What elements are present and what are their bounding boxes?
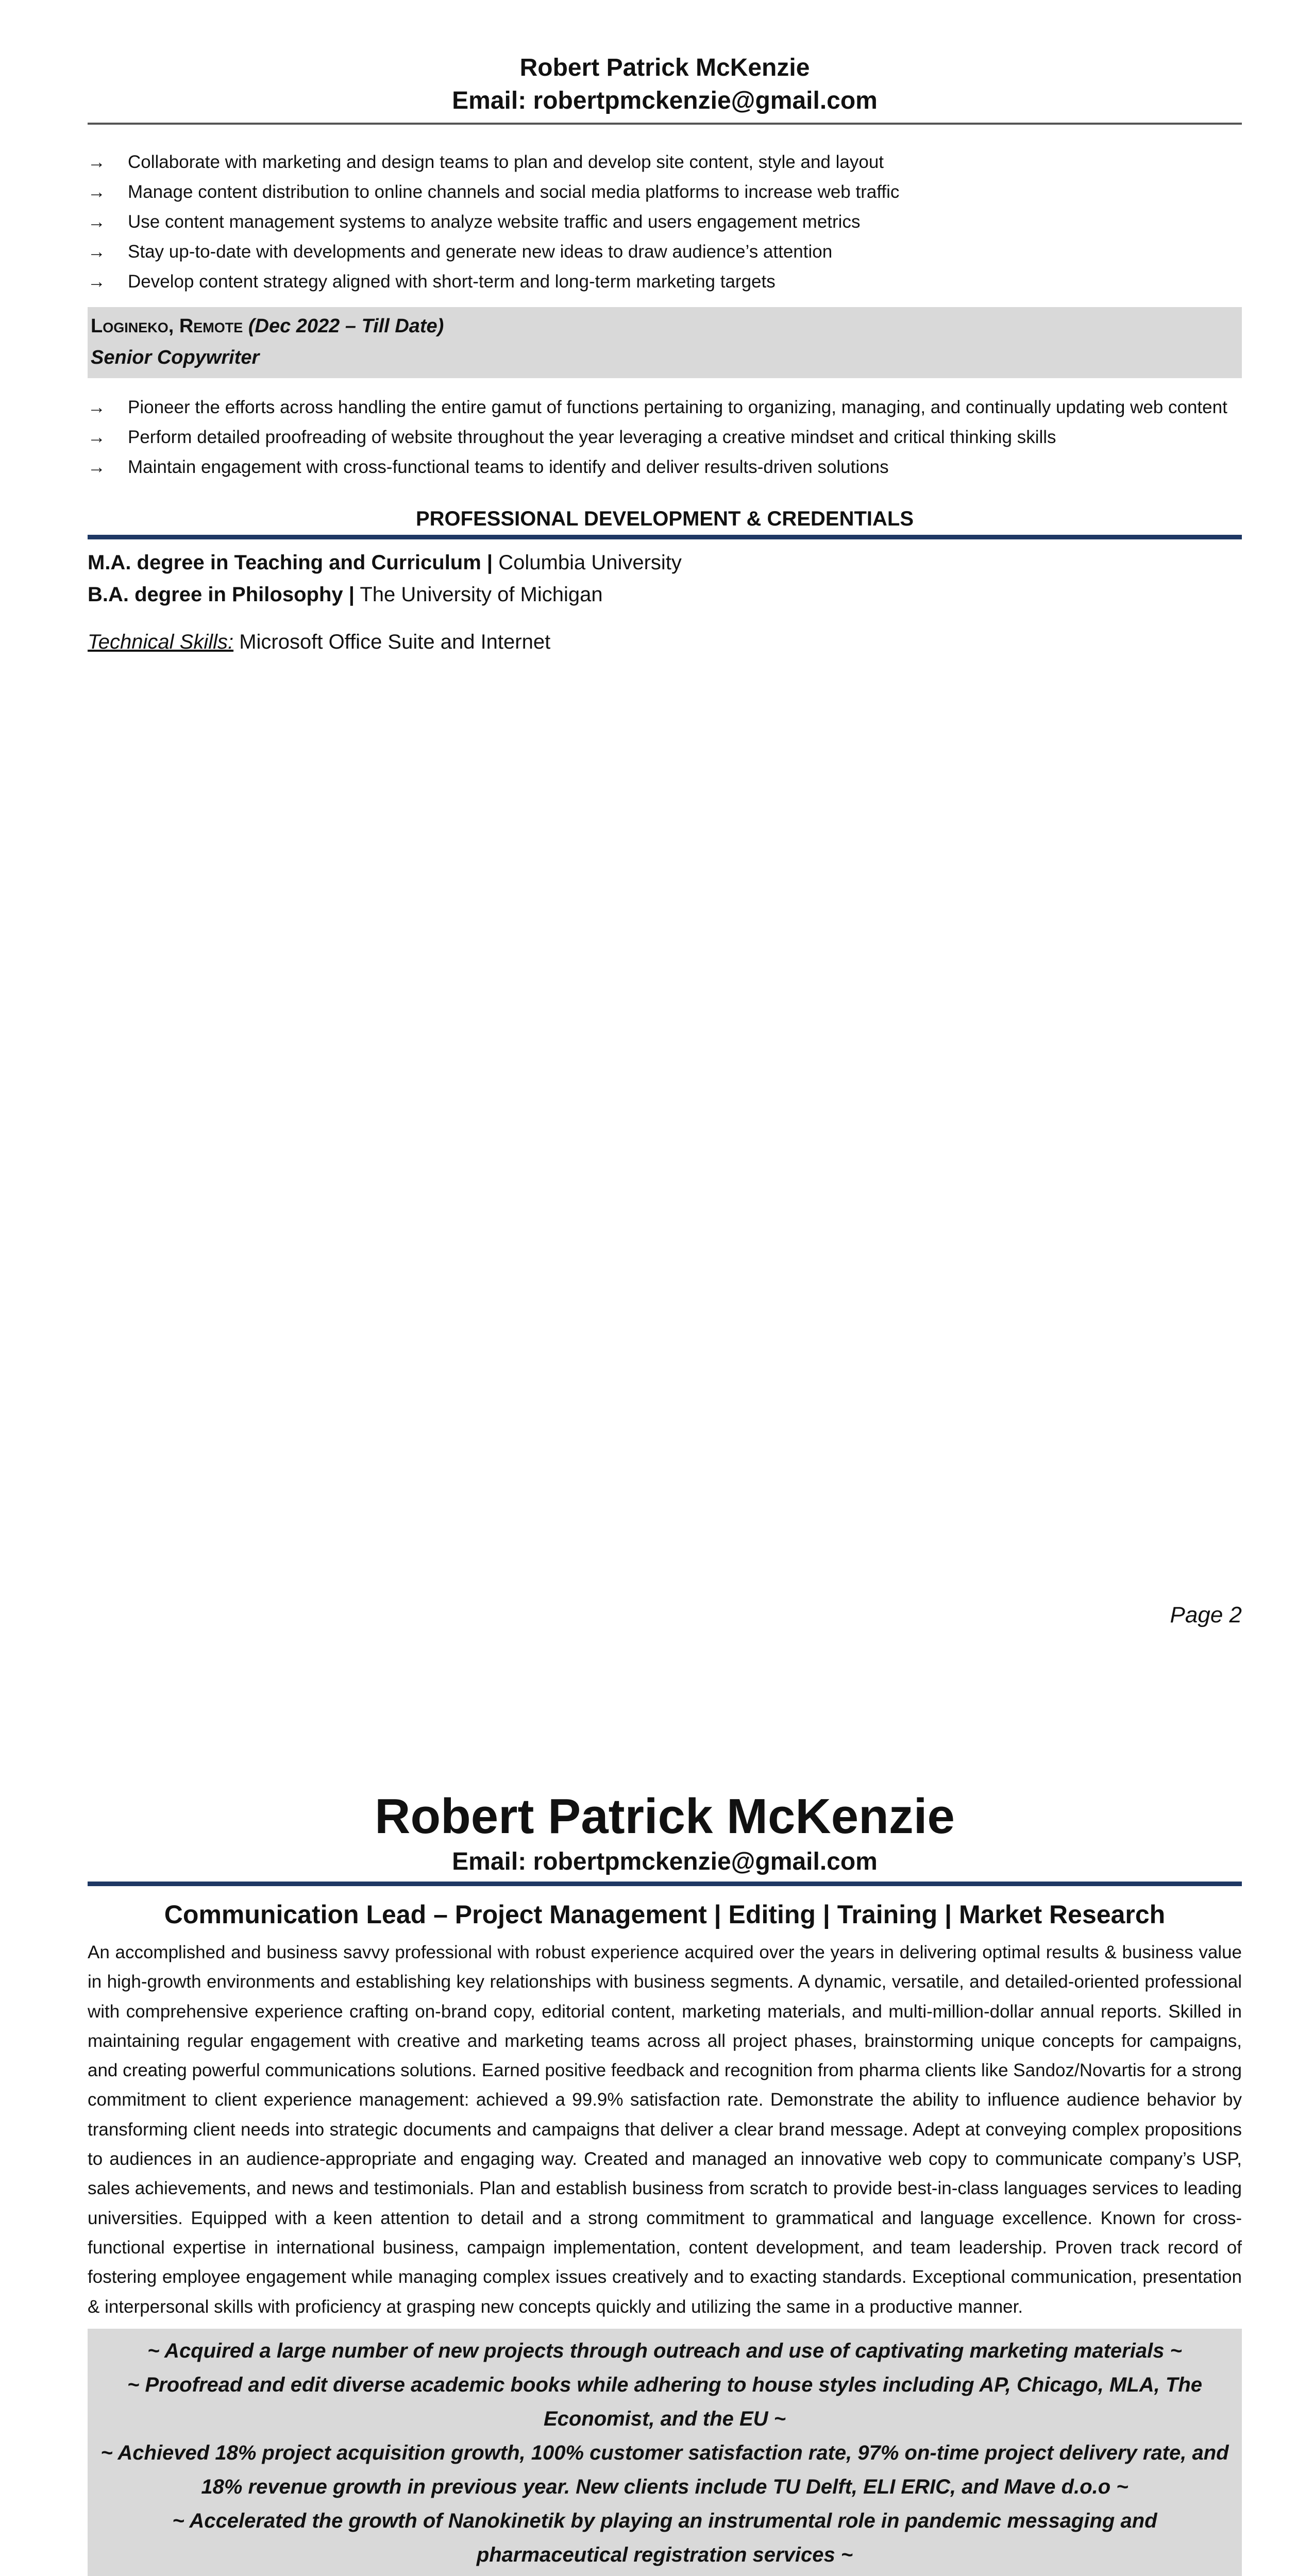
page-number: Page 2 [1170,1602,1242,1628]
arrow-right-icon: → [88,272,106,292]
list-item [88,177,1242,207]
achievement-item: ~ Accelerated the growth of Nanokinetik by playing an instrumental role in pandemic messaging and pharmaceutical registration services ~ [172,2509,1157,2566]
list-item [88,422,1242,452]
list-item [88,393,1242,422]
list-item-text: Develop content strategy aligned with short-term and long-term marketing targets [128,272,776,292]
technical-skills-value: Microsoft Office Suite and Internet [233,631,551,653]
list-item-text: Manage content distribution to online channels and social media platforms to increase web traffic [128,182,900,202]
arrow-right-icon: → [88,457,106,477]
header-divider [88,1882,1242,1886]
professional-headline: Communication Lead – Project Management | Editing | Training | Market Research [164,1900,1166,1929]
list-item [88,147,1242,177]
candidate-name: Robert Patrick McKenzie [375,1789,955,1844]
list-item-text: Stay up-to-date with developments and generate new ideas to draw audience’s attention [128,242,833,262]
resume-page-2 [88,52,1242,658]
candidate-email: Email: robertpmckenzie@gmail.com [452,1848,878,1875]
resume-page-1 [88,1788,1242,2576]
list-item-text: Pioneer the efforts across handling the entire gamut of functions pertaining to organizing, managing, and continually updating web content [128,397,1227,417]
credential-item: B.A. degree in Philosophy | The University of Michigan [88,583,603,606]
achievement-item: ~ Achieved 18% project acquisition growth, 100% customer satisfaction rate, 97% on-time project delivery rate, and 18% revenue growth in previous year. New clients include TU Delft, ELI ERIC, and Mave d.o.o ~ [100,2441,1229,2498]
list-item-text: Maintain engagement with cross-functional teams to identify and deliver results-driven solutions [128,457,889,477]
job-bullet-list [88,393,1242,482]
header-divider [88,123,1242,125]
arrow-right-icon: → [88,427,106,447]
list-item-text: Perform detailed proofreading of website throughout the year leveraging a creative mindset and critical thinking skills [128,427,1056,447]
job-title: Senior Copywriter [91,347,260,368]
list-item [88,267,1242,297]
list-item [88,452,1242,482]
section-title-credentials: PROFESSIONAL DEVELOPMENT & CREDENTIALS [415,507,914,530]
job-header [88,307,1242,378]
list-item [88,207,1242,237]
achievement-item: ~ Proofread and edit diverse academic books while adhering to house styles including AP, Chicago, MLA, The Economist, and the EU ~ [127,2373,1202,2430]
arrow-right-icon: → [88,242,106,262]
credential-item: M.A. degree in Teaching and Curriculum | Columbia University [88,551,682,574]
bullet-list [88,147,1242,297]
list-item [88,237,1242,267]
achievement-item: ~ Acquired a large number of new projects through outreach and use of captivating marketing materials ~ [147,2339,1182,2362]
candidate-name: Robert Patrick McKenzie [519,54,810,81]
arrow-right-icon: → [88,182,106,202]
candidate-email: Email: robertpmckenzie@gmail.com [452,87,878,114]
job-company: Logineko, Remote [91,315,243,337]
section-divider [88,535,1242,539]
list-item-text: Use content management systems to analyze website traffic and users engagement metrics [128,212,861,232]
credentials-list [88,547,1242,611]
list-item-text: Collaborate with marketing and design teams to plan and develop site content, style and layout [128,152,884,172]
arrow-right-icon: → [88,397,106,417]
job-dates: (Dec 2022 – Till Date) [248,315,444,337]
technical-skills [88,626,1242,658]
arrow-right-icon: → [88,152,106,172]
arrow-right-icon: → [88,212,106,232]
professional-summary: An accomplished and business savvy professional with robust experience acquired over the years in delivering optimal results & business value in high-growth environments and establishing key relationships with business segments. A dynamic, versatile, and detailed-oriented professional with comprehensive experience crafting on-brand copy, editorial content, marketing materials, and multi-million-dollar annual reports. Skilled in maintaining regular engagement with creative and marketing teams across all project phases, brainstorming unique concepts for campaigns, and creating powerful communications solutions. Earned positive feedback and recognition from pharma clients like Sandoz/Novartis for a strong commitment to client experience management: achieved a 99.9% satisfaction rate. Demonstrate the ability to influence audience behavior by transforming client needs into strategic documents and campaigns that deliver a clear brand message. Adept at conveying complex propositions to audiences in an audience-appropriate and engaging way. Created and managed an innovative web copy to communicate company’s USP, sales achievements, and news and testimonials. Plan and establish business from scratch to provide best-in-class languages services to leading universities. Equipped with a keen attention to detail and a strong commitment to grammatical and language excellence. Known for cross-functional expertise in international business, campaign implementation, content development, and team leadership. Proven track record of fostering employee engagement while managing complex issues creatively and to exacting standards. Exceptional communication, presentation & interpersonal skills with proficiency at grasping new concepts quickly and utilizing the same in a productive manner. [88,1942,1242,2317]
achievements-box [88,2329,1242,2576]
technical-skills-label: Technical Skills: [88,631,234,653]
